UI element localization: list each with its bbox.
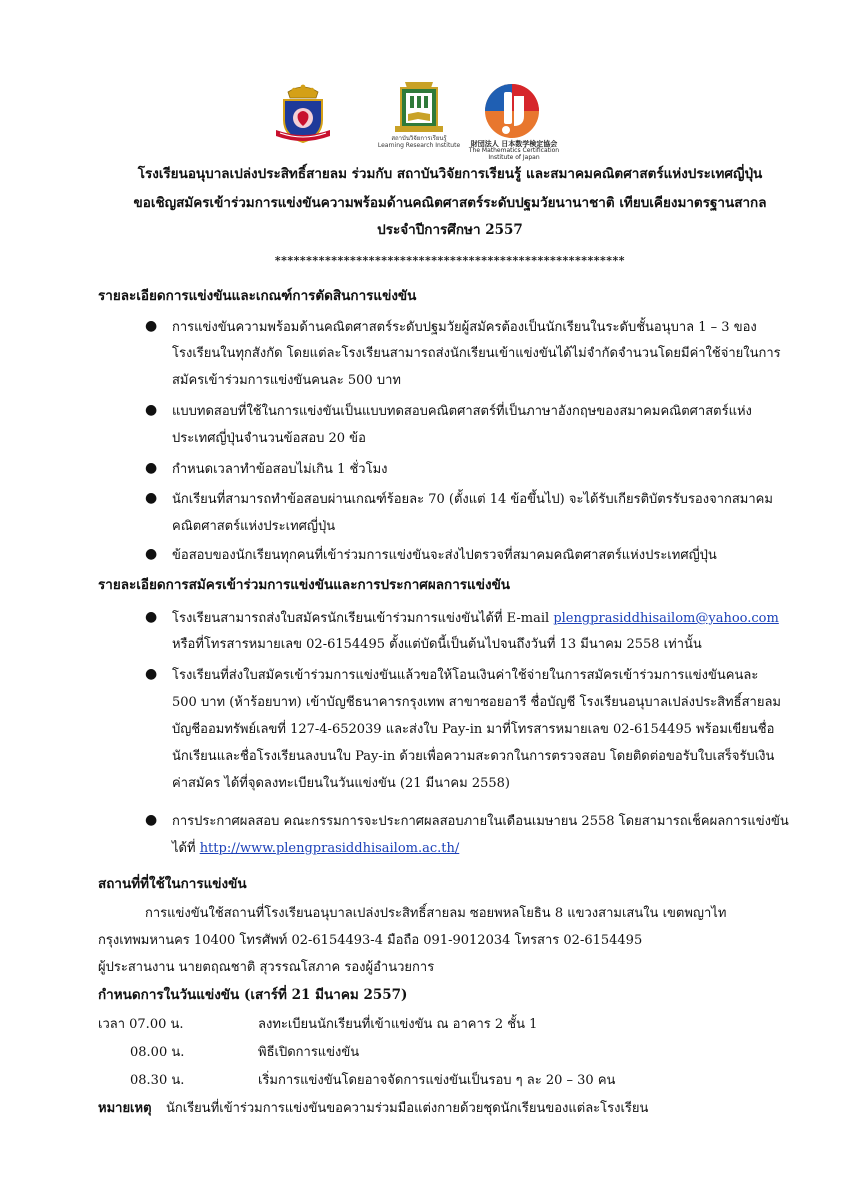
s1-b4-line-1: นักเรียนที่สามารถทำข้อสอบผ่านเกณฑ์ร้อยละ 70 (ตั้งแต่ 14 ข้อขึ้นไป) จะได้รับเกียรติบัตรรับรองจากสมาคม xyxy=(172,492,773,507)
venue-line-1: การแข่งขันใช้สถานที่โรงเรียนอนุบาลเปล่งประสิทธิ์สายลม ซอยพหลโยธิน 8 แขวงสามเสนใน เขตพญาไท xyxy=(145,906,727,921)
email-link[interactable]: plengprasiddhisailom@yahoo.com xyxy=(553,611,779,626)
schedule-time-1: เวลา 07.00 น. xyxy=(98,1017,184,1032)
bullet-icon: ● xyxy=(145,318,158,334)
s1-b4-line-2: คณิตศาสตร์แห่งประเทศญี่ปุ่น xyxy=(172,519,336,534)
math-caption xyxy=(458,140,570,162)
logo-row xyxy=(270,80,570,162)
coordinator-line: ผู้ประสานงาน นายตฤณชาติ สุวรรณโสภาค รองผู้อำนวยการ xyxy=(98,960,435,975)
math-certification-logo xyxy=(464,82,560,162)
s2-b2-line-1: โรงเรียนที่ส่งใบสมัครเข้าร่วมการแข่งขันแล้วขอให้โอนเงินค่าใช้จ่ายในการสมัครเข้าร่วมการแข่งขันคนละ xyxy=(172,668,759,683)
s1-b2-line-2: ประเทศญี่ปุ่นจำนวนข้อสอบ 20 ข้อ xyxy=(172,431,366,446)
section-1-title: รายละเอียดการแข่งขันและเกณฑ์การตัดสินการแข่งขัน xyxy=(98,288,417,304)
s2-b2-line-3: บัญชีออมทรัพย์เลขที่ 127-4-652039 และส่งใบ Pay-in มาที่โทรสารหมายเลข 02-6154495 พร้อมเขียนชื่อ xyxy=(172,722,775,737)
s2-b3-line-2-text: ได้ที่ xyxy=(172,841,200,856)
s2-b3-line-2 xyxy=(172,841,459,857)
s1-b2-line-1: แบบทดสอบที่ใช้ในการแข่งขันเป็นแบบทดสอบคณิตศาสตร์ที่เป็นภาษาอังกฤษของสมาคมคณิตศาสตร์แห่ง xyxy=(172,404,752,419)
header-line-2: ขอเชิญสมัครเข้าร่วมการแข่งขันความพร้อมด้านคณิตศาสตร์ระดับปฐมวัยนานาชาติ เทียบเคียงมาตรฐานสากล xyxy=(133,195,767,211)
math-caption-english: The Mathematics Certification Institute of Japan xyxy=(468,147,560,161)
bullet-icon: ● xyxy=(145,460,158,476)
venue-line-2: กรุงเทพมหานคร 10400 โทรศัพท์ 02-6154493-4 มือถือ 091-9012034 โทรสาร 02-6154495 xyxy=(98,933,643,948)
s1-b1-line-3: สมัครเข้าร่วมการแข่งขันคนละ 500 บาท xyxy=(172,373,401,388)
schedule-desc-1: ลงทะเบียนนักเรียนที่เข้าแข่งขัน ณ อาคาร 2 ชั้น 1 xyxy=(258,1017,538,1032)
bullet-icon: ● xyxy=(145,402,158,418)
s2-b2-line-2: 500 บาท (ห้าร้อยบาท) เข้าบัญชีธนาคารกรุงเทพ สาขาซอยอารี ชื่อบัญชี โรงเรียนอนุบาลเปล่งประสิทธิ์สายลม xyxy=(172,695,781,710)
lri-logo xyxy=(374,80,461,160)
website-link[interactable]: http://www.plengprasiddhisailom.ac.th/ xyxy=(199,841,460,856)
s2-b2-line-4: นักเรียนและชื่อโรงเรียนลงบนใบ Pay-in ด้วยเพื่อความสะดวกในการตรวจสอบ โดยติดต่อขอรับใบเสร็จรับเงิน xyxy=(172,749,775,764)
schedule-desc-3: เริ่มการแข่งขันโดยอาจจัดการแข่งขันเป็นรอบ ๆ ละ 20 – 30 คน xyxy=(258,1073,616,1088)
s2-b3-line-1: การประกาศผลสอบ คณะกรรมการจะประกาศผลสอบภายในเดือนเมษายน 2558 โดยสามารถเช็คผลการแข่งขัน xyxy=(172,814,789,829)
section-2-title: รายละเอียดการสมัครเข้าร่วมการแข่งขันและการประกาศผลการแข่งขัน xyxy=(98,577,511,593)
header-line-1: โรงเรียนอนุบาลเปล่งประสิทธิ์สายลม ร่วมกับ สถาบันวิจัยการเรียนรู้ และสมาคมคณิตศาสตร์แห่งประเทศญี่ปุ่น xyxy=(137,166,763,182)
school-crest-logo xyxy=(270,82,336,146)
s1-b3-line: กำหนดเวลาทำข้อสอบไม่เกิน 1 ชั่วโมง xyxy=(172,462,388,477)
lri-caption-thai: สถาบันวิจัยการเรียนรู้ xyxy=(391,135,447,142)
lri-caption xyxy=(374,136,464,149)
s1-b1-line-2: โรงเรียนในทุกสังกัด โดยแต่ละโรงเรียนสามารถส่งนักเรียนเข้าแข่งขันได้ไม่จำกัดจำนวนโดยมีค่าใช้จ่ายในการ xyxy=(172,346,781,361)
header-line-3: ประจำปีการศึกษา 2557 xyxy=(377,222,523,238)
lri-caption-english: Learning Research Institute xyxy=(377,141,461,149)
math-caption-japanese: 財団法人 日本数学検定協会 xyxy=(470,140,558,148)
note-text: นักเรียนที่เข้าร่วมการแข่งขันขอความร่วมมือแต่งกายด้วยชุดนักเรียนของแต่ละโรงเรียน xyxy=(166,1101,649,1116)
bullet-icon: ● xyxy=(145,609,158,625)
schedule-desc-2: พิธีเปิดการแข่งขัน xyxy=(258,1045,360,1060)
bullet-icon: ● xyxy=(145,666,158,682)
s1-b5-line: ข้อสอบของนักเรียนทุกคนที่เข้าร่วมการแข่งขันจะส่งไปตรวจที่สมาคมคณิตศาสตร์แห่งประเทศญี่ปุ่น xyxy=(172,548,717,563)
note-label: หมายเหตุ xyxy=(98,1101,152,1116)
s1-b1-line-1: การแข่งขันความพร้อมด้านคณิตศาสตร์ระดับปฐมวัยผู้สมัครต้องเป็นนักเรียนในระดับชั้นอนุบาล 1 – 3 ของ xyxy=(172,320,757,335)
star-divider: ******************************************************** xyxy=(274,254,626,267)
bullet-icon: ● xyxy=(145,546,158,562)
s2-b1-line-1 xyxy=(172,611,779,627)
schedule-time-2: 08.00 น. xyxy=(130,1045,185,1060)
s2-b1-line-1-text: โรงเรียนสามารถส่งใบสมัครนักเรียนเข้าร่วมการแข่งขันได้ที่ E-mail xyxy=(172,611,554,626)
bullet-icon: ● xyxy=(145,812,158,828)
s2-b2-line-5: ค่าสมัคร ได้ที่จุดลงทะเบียนในวันแข่งขัน (21 มีนาคม 2558) xyxy=(172,776,510,791)
section-3-title: สถานที่ที่ใช้ในการแข่งขัน xyxy=(98,876,247,892)
bullet-icon: ● xyxy=(145,490,158,506)
s2-b1-line-2: หรือที่โทรสารหมายเลข 02-6154495 ตั้งแต่บัดนี้เป็นต้นไปจนถึงวันที่ 13 มีนาคม 2558 เท่านั้น xyxy=(172,637,702,652)
schedule-time-3: 08.30 น. xyxy=(130,1073,185,1088)
schedule-title: กำหนดการในวันแข่งขัน (เสาร์ที่ 21 มีนาคม 2557) xyxy=(98,987,408,1003)
